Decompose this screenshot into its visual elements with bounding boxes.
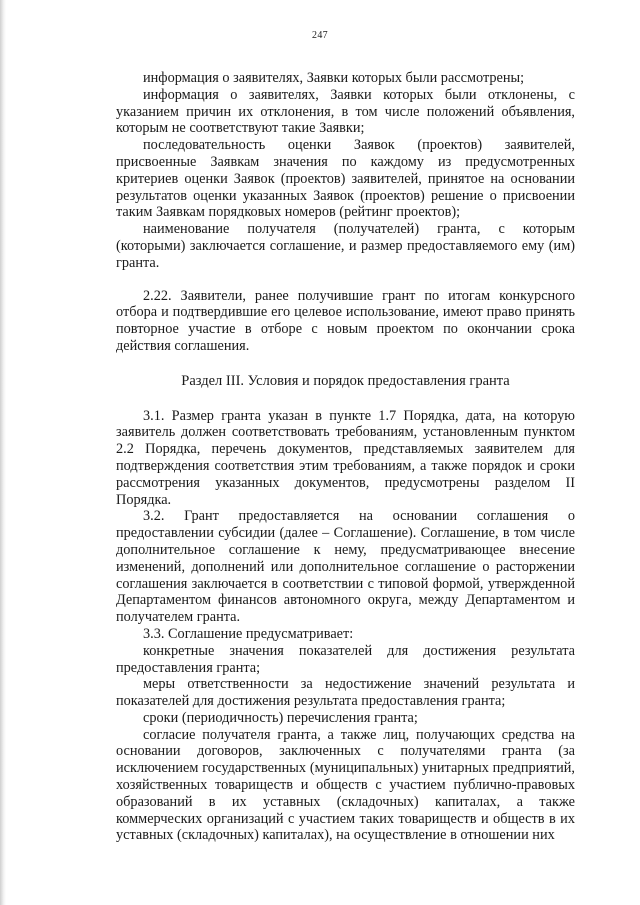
paragraph: сроки (периодичность) перечисления гранта; [143, 709, 418, 726]
paragraph-gap [116, 272, 575, 288]
paragraph: информация о заявителях, Заявки которых были рассмотрены; [143, 70, 525, 86]
paragraph: согласие получателя гранта, а также лиц, получающих средства на основании договоров, заключенных с получателями гранта (за исключением государственных (муниципальных) унитарных предприятий, хозяйственных товариществ и обществ с участием публично-правовых образований в их уставных (складочных) капиталах, а также коммерческих организаций с участием таких товариществ и обществ в их уставных (складочных) капиталах), на осуществление в отношении них [116, 726, 575, 844]
section-heading: Раздел III. Условия и порядок предоставления гранта [181, 372, 510, 389]
paragraph: меры ответственности за недостижение значений результата и показателей для достижения результата предоставления гранта; [116, 676, 575, 710]
paragraph-3-3: 3.3. Соглашение предусматривает: [143, 625, 354, 642]
paragraph: наименование получателя (получателей) гранта, с которым (которыми) заключается соглашение, и размер предоставляемого ему (им) гранта. [116, 221, 575, 271]
paragraph-2-22: 2.22. Заявители, ранее получившие грант по итогам конкурсного отбора и подтвердившие его целевое использование, имеют право принять повторное участие в отборе с новым проектом по окончании срока действия соглашения. [116, 287, 575, 354]
page-number: 247 [312, 30, 328, 41]
paragraph: информация о заявителях, Заявки которых были отклонены, с указанием причин их отклонения, в том числе положений объявления, которым не соответствуют такие Заявки; [116, 86, 575, 137]
paragraph-3-1: 3.1. Размер гранта указан в пункте 1.7 Порядка, дата, на которую заявитель должен соответствовать требованиям, установленным пунктом 2.2 Порядка, перечень документов, представляемых заявителем для подтверждения соответствия этим требованиям, а также порядок и сроки рассмотрения указанных документов, предусмотрены разделом II Порядка. [116, 407, 575, 508]
document-body [116, 70, 575, 844]
paragraph-3-2: 3.2. Грант предоставляется на основании соглашения о предоставлении субсидии (далее – Соглашение). Соглашение, в том числе дополнительное соглашение к нему, предусматривающее внесение изменений, дополнений или дополнительное соглашение о расторжении соглашения заключается в соответствии с типовой формой, утвержденной Департаментом финансов автономного округа, между Департаментом и получателем гранта. [116, 508, 575, 626]
paragraph: конкретные значения показателей для достижения результата предоставления гранта; [116, 642, 575, 676]
scan-edge-shadow [0, 0, 6, 905]
paragraph: последовательность оценки Заявок (проектов) заявителей, присвоенные Заявкам значения по каждому из предусмотренных критериев оценки Заявок (проектов) заявителей, принятое на основании результатов оценки указанных Заявок (проектов) решение о присвоении таким Заявкам порядковых номеров (рейтинг проектов); [116, 137, 575, 221]
